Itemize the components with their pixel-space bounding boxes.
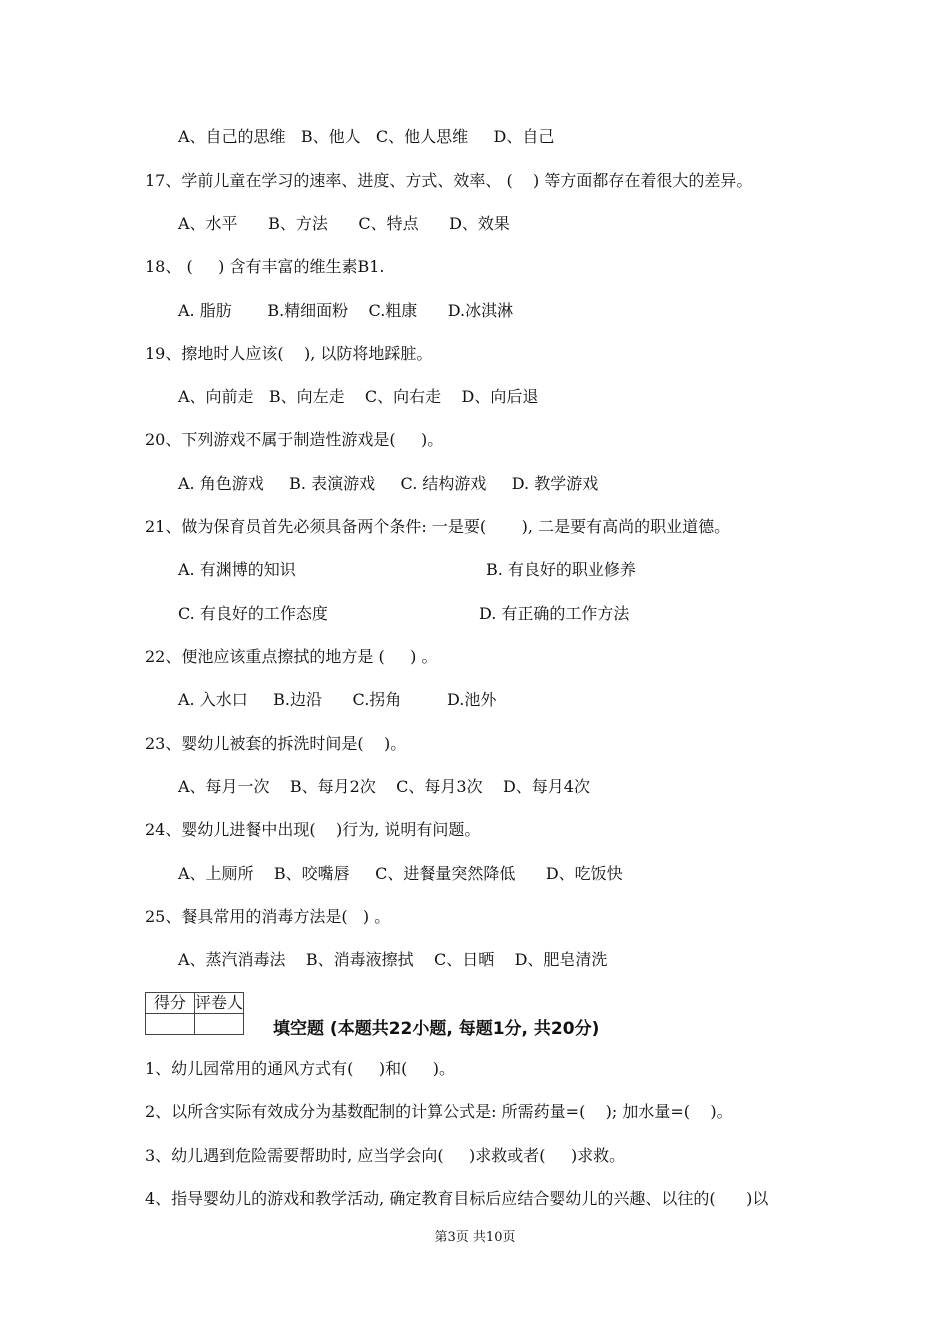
question-25: 25、餐具常用的消毒方法是( ) 。 — [145, 907, 391, 926]
fill-question-4: 4、指导婴幼儿的游戏和教学活动, 确定教育目标后应结合婴幼儿的兴趣、以往的( )以 — [145, 1189, 769, 1208]
fill-question-2: 2、以所含实际有效成分为基数配制的计算公式是: 所需药量=( ); 加水量=( )。 — [145, 1102, 733, 1121]
question-20: 20、下列游戏不属于制造性游戏是( )。 — [145, 430, 444, 449]
question-23: 23、婴幼儿被套的拆洗时间是( )。 — [145, 734, 407, 753]
score-label: 得分 — [146, 993, 195, 1014]
question-24: 24、婴幼儿进餐中出现( )行为, 说明有问题。 — [145, 820, 481, 839]
score-table — [145, 992, 244, 1035]
question-21: 21、做为保育员首先必须具备两个条件: 一是要( ), 二是要有高尚的职业道德。 — [145, 517, 731, 536]
q21-option-c: C. 有良好的工作态度 — [178, 604, 328, 623]
q24-options: A、上厕所 B、咬嘴唇 C、进餐量突然降低 D、吃饭快 — [178, 864, 623, 883]
q16-options: A、自己的思维 B、他人 C、他人思维 D、自己 — [178, 127, 555, 146]
q18-options: A. 脂肪 B.精细面粉 C.粗康 D.冰淇淋 — [178, 301, 514, 320]
q21-option-a: A. 有渊博的知识 — [178, 560, 296, 579]
q20-options: A. 角色游戏 B. 表演游戏 C. 结构游戏 D. 教学游戏 — [178, 474, 599, 493]
question-18: 18、 ( ) 含有丰富的维生素B1. — [145, 257, 385, 276]
question-17: 17、学前儿童在学习的速率、进度、方式、效率、 ( ) 等方面都存在着很大的差异。 — [145, 171, 753, 190]
q21-option-b: B. 有良好的职业修养 — [486, 560, 636, 579]
q23-options: A、每月一次 B、每月2次 C、每月3次 D、每月4次 — [178, 777, 590, 796]
q21-option-d: D. 有正确的工作方法 — [479, 604, 630, 623]
q19-options: A、向前走 B、向左走 C、向右走 D、向后退 — [178, 387, 539, 406]
grader-label: 评卷人 — [195, 993, 244, 1012]
question-22: 22、便池应该重点擦拭的地方是 ( ) 。 — [145, 647, 438, 666]
page-footer: 第3页 共10页 — [434, 1230, 516, 1245]
question-19: 19、擦地时人应该( ), 以防将地踩脏。 — [145, 344, 433, 363]
q22-options: A. 入水口 B.边沿 C.拐角 D.池外 — [178, 690, 497, 709]
section-title: 填空题 (本题共22小题, 每题1分, 共20分) — [273, 1019, 600, 1039]
q17-options: A、水平 B、方法 C、特点 D、效果 — [178, 214, 510, 233]
grader-cell[interactable] — [195, 1014, 244, 1035]
score-cell[interactable] — [146, 1014, 195, 1035]
q25-options: A、蒸汽消毒法 B、消毒液擦拭 C、日晒 D、肥皂清洗 — [178, 950, 608, 969]
fill-question-3: 3、幼儿遇到危险需要帮助时, 应当学会向( )求救或者( )求救。 — [145, 1146, 626, 1165]
fill-question-1: 1、幼儿园常用的通风方式有( )和( )。 — [145, 1059, 456, 1078]
